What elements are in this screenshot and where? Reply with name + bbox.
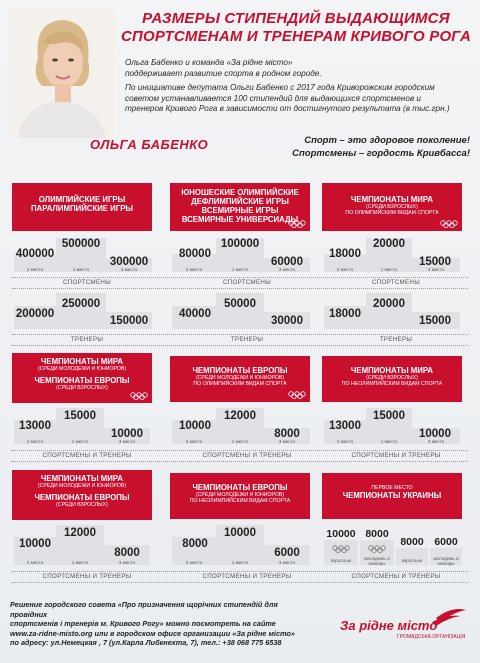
logo-text: За рідне місто — [340, 618, 438, 633]
value-second: 10000 — [19, 538, 51, 550]
caption-sub: ПО ОЛИМПИЙСКИМ ВИДАМ СПОРТА — [345, 210, 439, 216]
band-label: СПОРТСМЕНЫ — [223, 279, 271, 286]
card-caption — [170, 183, 310, 231]
value-first: 12000 — [224, 410, 256, 422]
place-label: 2 место — [185, 560, 203, 565]
column-label: молодежь и юниоры — [433, 556, 459, 566]
band-label: СПОРТСМЕНЫ — [63, 279, 111, 286]
value-first: 10000 — [224, 527, 256, 539]
place-label: 3 место — [120, 267, 138, 272]
place-label: 1 место — [231, 560, 249, 565]
band-label: ТРЕНЕРЫ — [379, 336, 413, 343]
footer-line: спортсменів і тренерів м. Кривого Рогу» можно посмотреть на сайте — [10, 619, 276, 628]
slogan-line-1: Спорт – это здоровое поколение! — [304, 135, 470, 146]
value-adult-first: 10000 — [326, 528, 356, 540]
value-first: 15000 — [373, 410, 405, 422]
footer-text — [10, 600, 310, 648]
caption-line: ОЛИМПИЙСКИЕ ИГРЫ — [38, 195, 126, 204]
value-second: 200000 — [15, 308, 55, 320]
card-ukraine-champ — [322, 473, 462, 519]
intro-2a: По инициативе депутата Ольги Бабенко с 2017 года Криворожским городским — [125, 83, 435, 92]
value-third: 30000 — [271, 315, 303, 327]
card-caption — [322, 473, 462, 519]
caption-sub: (СРЕДИ МОЛОДЕЖИ И ЮНИОРОВ) — [195, 375, 285, 381]
card-caption — [12, 183, 152, 231]
column-label: взрослые — [330, 558, 352, 563]
value-first: 12000 — [64, 527, 96, 539]
value-second: 10000 — [179, 420, 211, 432]
logo-subtitle: ГРОМАДСЬКА ОРГАНІЗАЦІЯ — [397, 634, 466, 640]
page-title — [118, 10, 474, 46]
intro-2b: советом устанавливается 100 стипендий для выдающихся спортсменов и — [125, 93, 421, 103]
place-label: 1 место — [231, 267, 249, 272]
caption-line: ЧЕМПИОНАТЫ УКРАИНЫ — [342, 491, 442, 500]
caption-sub: (СРЕДИ ВЗРОСЛЫХ) — [366, 375, 418, 381]
caption-line: ЧЕМПИОНАТЫ ЕВРОПЫ — [34, 493, 130, 502]
value-third: 10000 — [111, 428, 143, 440]
caption-line: ЧЕМПИОНАТЫ ЕВРОПЫ — [192, 483, 288, 492]
place-label: 3 место — [427, 267, 445, 272]
value-third: 15000 — [419, 315, 451, 327]
value-second: 400000 — [15, 248, 55, 260]
value-third: 15000 — [419, 256, 451, 268]
value-second: 18000 — [329, 308, 361, 320]
place-label: 3 место — [278, 560, 296, 565]
band-label: СПОРТСМЕНЫ И ТРЕНЕРЫ — [351, 452, 441, 459]
caption-sub: (СРЕДИ ВЗРОСЛЫХ) — [56, 385, 108, 391]
place-label: 3 место — [427, 439, 445, 444]
footer-line: www.za-ridne-misto.org или в городском офисе организации «За рідне місто» — [10, 628, 295, 638]
value-third: 60000 — [271, 256, 303, 268]
band-label: СПОРТСМЕНЫ — [372, 279, 420, 286]
card-europe-youth-olympic — [170, 356, 310, 402]
card-world-champ-nonolympic — [322, 356, 462, 402]
caption-sub: (СРЕДИ МОЛОДЕЖИ И ЮНИОРОВ) — [195, 492, 285, 498]
value-youth-first: 8000 — [365, 528, 389, 540]
caption-sub: ПЕРВОЕ МЕСТО — [371, 485, 413, 491]
place-label: 3 место — [118, 439, 136, 444]
value-first: 20000 — [373, 298, 405, 310]
place-label: 1 место — [71, 439, 89, 444]
band-label: СПОРТСМЕНЫ И ТРЕНЕРЫ — [42, 452, 132, 459]
olympic-rings-icon — [288, 220, 306, 228]
band-label: СПОРТСМЕНЫ И ТРЕНЕРЫ — [202, 573, 292, 580]
band-label: ТРЕНЕРЫ — [70, 336, 104, 343]
value-third: 10000 — [419, 428, 451, 440]
caption-line: ВСЕМИРНЫЕ УНИВЕРСИАДЫ — [181, 215, 299, 224]
value-second: 80000 — [179, 248, 211, 260]
caption-sub: (СРЕДИ МОЛОДЕЖИ И ЮНИОРОВ) — [37, 483, 127, 489]
place-label: 2 место — [336, 267, 354, 272]
caption-line: ПАРАЛИМПИЙСКИЕ ИГРЫ — [30, 204, 134, 213]
caption-line: ЮНОШЕСКИЕ ОЛИМПИЙСКИЕ — [181, 188, 299, 197]
value-second: 18000 — [329, 248, 361, 260]
value-first: 50000 — [224, 298, 256, 310]
caption-sub: ПО НЕОЛИМПИЙСКИМ ВИДАМ СПОРТА — [341, 381, 443, 387]
place-label: 1 место — [71, 560, 89, 565]
column-label: взрослые — [401, 558, 423, 563]
title-line-2: СПОРТСМЕНАМ И ТРЕНЕРАМ КРИВОГО РОГА — [120, 28, 471, 45]
caption-sub: (СРЕДИ ВЗРОСЛЫХ) — [366, 204, 418, 210]
olympic-rings-icon — [130, 392, 148, 400]
value-second: 13000 — [19, 420, 51, 432]
band-label: ТРЕНЕРЫ — [230, 336, 264, 343]
card-europe-youth-nonolympic — [170, 473, 310, 519]
value-second: 40000 — [179, 308, 211, 320]
caption-sub: ПО НЕОЛИМПИЙСКИМ ВИДАМ СПОРТА — [189, 498, 291, 504]
place-label: 1 место — [380, 267, 398, 272]
card-caption — [12, 470, 152, 520]
olympic-rings-icon — [288, 391, 306, 399]
olympic-rings-icon — [368, 545, 386, 553]
place-label: 2 место — [26, 267, 44, 272]
place-label: 3 место — [278, 439, 296, 444]
value-youth-second: 6000 — [434, 536, 458, 548]
value-third: 150000 — [109, 315, 149, 327]
slogan-line-2: Спортсмены – гордость Кривбасса! — [292, 148, 470, 159]
caption-sub: (СРЕДИ ВЗРОСЛЫХ) — [56, 502, 108, 508]
caption-sub: (СРЕДИ МОЛОДЕЖИ И ЮНИОРОВ) — [37, 366, 127, 372]
band-sportsmen-trainers — [12, 571, 468, 583]
place-label: 3 место — [278, 267, 296, 272]
card-caption — [170, 356, 310, 402]
band-sportsmen-trainers — [12, 450, 468, 462]
caption-sub: ПО ОЛИМПИЙСКИМ ВИДАМ СПОРТА — [193, 381, 287, 387]
card-caption — [322, 356, 462, 402]
intro-1a: Ольга Бабенко и команда «За рідне місто» — [125, 58, 293, 67]
place-label: 2 место — [26, 560, 44, 565]
place-label: 1 место — [72, 267, 90, 272]
card-world-champ-olympic — [322, 183, 462, 231]
card-caption — [322, 183, 462, 231]
band-label: СПОРТСМЕНЫ И ТРЕНЕРЫ — [42, 573, 132, 580]
caption-line: ЧЕМПИОНАТЫ ЕВРОПЫ — [192, 366, 288, 375]
card-world-youth-europe — [12, 353, 152, 403]
value-first: 20000 — [373, 238, 405, 250]
intro-1b: поддерживает развитие спорта в родном городе. — [125, 68, 322, 78]
value-adult-second: 8000 — [400, 536, 424, 548]
value-third: 300000 — [109, 256, 149, 268]
place-label: 3 место — [118, 560, 136, 565]
card-youth-olympic — [170, 183, 310, 231]
value-first: 250000 — [61, 298, 101, 310]
portrait-photo — [8, 8, 114, 138]
caption-line: ЧЕМПИОНАТЫ МИРА — [40, 357, 124, 366]
value-third: 8000 — [114, 547, 140, 559]
card-caption — [170, 473, 310, 519]
value-second: 13000 — [329, 420, 361, 432]
title-line-1: РАЗМЕРЫ СТИПЕНДИЙ ВЫДАЮЩИМСЯ — [142, 10, 450, 27]
value-first: 15000 — [64, 410, 96, 422]
caption-line: ЧЕМПИОНАТЫ ЕВРОПЫ — [34, 376, 130, 385]
caption-line: ЧЕМПИОНАТЫ МИРА — [40, 474, 124, 483]
caption-line: ЧЕМПИОНАТЫ МИРА — [350, 195, 434, 204]
caption-line: ДЕФЛИМПИЙСКИЕ ИГРЫ — [191, 197, 289, 206]
value-first: 100000 — [220, 238, 260, 250]
caption-line: ЧЕМПИОНАТЫ МИРА — [350, 366, 434, 375]
slogan — [245, 134, 470, 160]
card-caption — [12, 353, 152, 403]
intro-text — [125, 58, 470, 119]
band-label: СПОРТСМЕНЫ И ТРЕНЕРЫ — [351, 573, 441, 580]
card-olympic-games — [12, 183, 152, 231]
caption-line: ВСЕМИРНЫЕ ИГРЫ — [201, 206, 279, 215]
card-world-youth-europe-nonolympic — [12, 470, 152, 520]
place-label: 1 место — [380, 439, 398, 444]
band-trainers — [12, 334, 468, 346]
column-label: молодежь и юниоры — [364, 556, 390, 566]
footer-line: по адресу: ул.Немецкая , 7 (ул.Карла Либкнехта, 7), тел.: +38 068 775 6538 — [10, 638, 282, 647]
place-label: 2 место — [185, 267, 203, 272]
value-third: 6000 — [274, 547, 300, 559]
place-label: 1 место — [231, 439, 249, 444]
olympic-rings-icon — [440, 220, 458, 228]
footer-line: Решение городского совета «Про призначення щорічних стипендій для провідних — [10, 600, 278, 619]
place-label: 2 место — [26, 439, 44, 444]
value-first: 500000 — [61, 238, 101, 250]
place-label: 2 место — [336, 439, 354, 444]
band-label: СПОРТСМЕНЫ И ТРЕНЕРЫ — [202, 452, 292, 459]
intro-2c: тренеров Кривого Рога в зависимости от достигнутого результата (в тыс.грн.) — [125, 104, 450, 113]
band-sportsmen — [12, 277, 468, 289]
value-third: 8000 — [274, 428, 300, 440]
candidate-name: ОЛЬГА БАБЕНКО — [90, 137, 209, 152]
value-second: 8000 — [182, 538, 208, 550]
olympic-rings-icon — [332, 545, 350, 553]
place-label: 2 место — [185, 439, 203, 444]
